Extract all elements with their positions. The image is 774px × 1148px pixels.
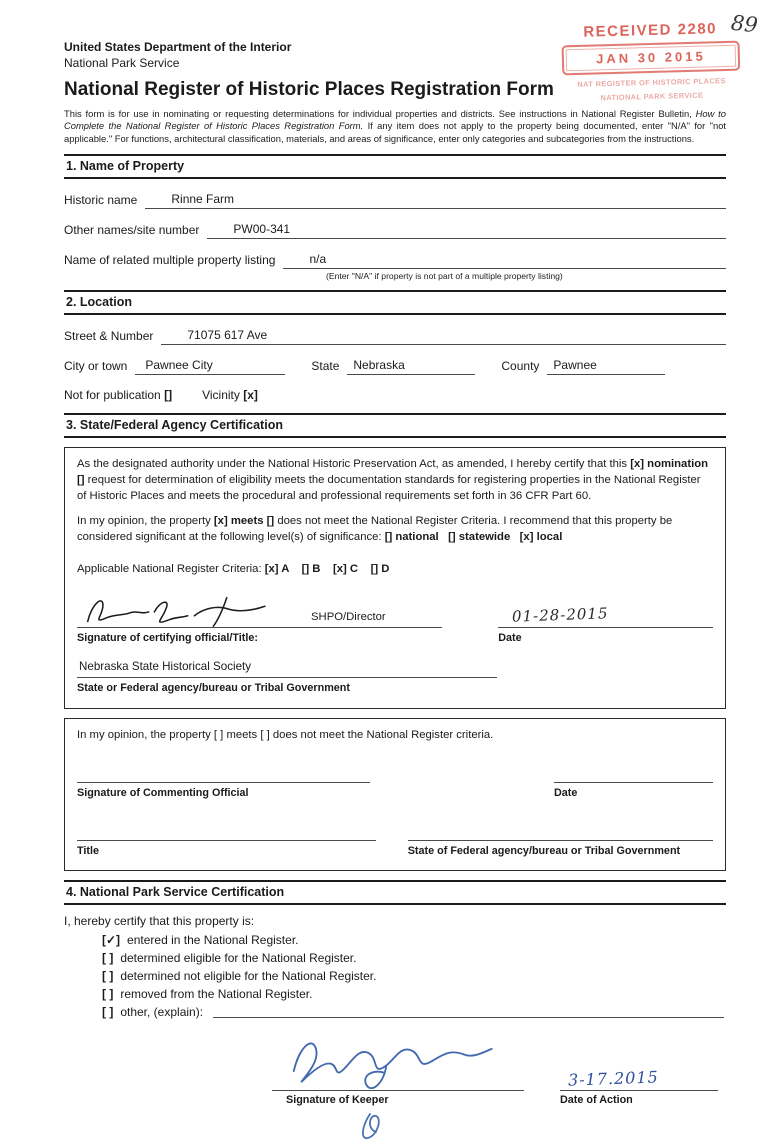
- street-row: [64, 328, 726, 345]
- city-state-county-row: [64, 358, 726, 375]
- commenting-signature-line: [77, 769, 370, 783]
- nps-intro: I, hereby certify that this property is:: [64, 914, 255, 929]
- other-label: other, (explain):: [120, 1005, 204, 1020]
- not-for-publication-checkbox: []: [164, 388, 173, 403]
- state-field: Nebraska: [347, 358, 475, 375]
- state-label: State: [311, 359, 340, 374]
- state-certification-box: [64, 447, 726, 708]
- city-label: City or town: [64, 359, 128, 374]
- determined-eligible-checkbox: [ ]: [102, 951, 114, 966]
- entered-checkbox: [✓]: [102, 933, 121, 948]
- handwritten-date: 01-28-2015: [511, 604, 609, 626]
- nps-option-removed: [102, 985, 726, 1003]
- commenting-official-box: [64, 718, 726, 872]
- stamp-nps-line: NATIONAL PARK SERVICE: [600, 90, 704, 103]
- keeper-signature-label: Signature of Keeper: [286, 1094, 389, 1107]
- county-label: County: [501, 359, 540, 374]
- instructions-part-b: How to Complete the National Register of Historic Places Registration Form.: [64, 108, 726, 132]
- form-title: National Register of Historic Places Registration Form: [64, 79, 554, 100]
- removed-label: removed from the National Register.: [120, 987, 313, 1002]
- commenting-signature-row: [77, 769, 713, 801]
- p1-text-a: As the designated authority under the National Historic Preservation Act, as amended, I hereby certify that this: [77, 458, 628, 471]
- section2-title: 2. Location: [64, 290, 726, 315]
- other-names-row: [64, 222, 726, 239]
- nps-options-list: [102, 931, 726, 1021]
- shpo-director-label: SHPO/Director: [311, 611, 386, 624]
- street-field: 71075 617 Ave: [161, 328, 726, 345]
- keeper-signature: [272, 1023, 507, 1097]
- section3-title: 3. State/Federal Agency Certification: [64, 413, 726, 438]
- multiple-listing-label: Name of related multiple property listing: [64, 253, 276, 268]
- multiple-listing-row: [64, 252, 726, 269]
- criteria-checkboxes: [x] A [] B [x] C [] D: [264, 563, 390, 576]
- city-field: Pawnee City: [135, 358, 285, 375]
- vicinity-label: Vicinity: [202, 388, 240, 403]
- p2-text-a: In my opinion, the property: [77, 515, 211, 528]
- request-checkbox: []: [77, 474, 85, 487]
- certifying-signature-block: [77, 591, 442, 646]
- determined-eligible-label: determined eligible for the National Register.: [120, 951, 357, 966]
- meets-checkbox: [x]: [213, 515, 228, 528]
- determined-not-eligible-label: determined not eligible for the National Register.: [120, 969, 377, 984]
- section4-title: 4. National Park Service Certification: [64, 880, 726, 905]
- nps-option-entered: [102, 931, 726, 949]
- certifying-official-label: Signature of certifying official/Title:: [77, 632, 258, 645]
- certifying-date-line: [498, 605, 713, 628]
- stamp-date-box: JAN 30 2015: [562, 41, 741, 76]
- commenting-agency-label: State of Federal agency/bureau or Tribal Government: [407, 844, 681, 857]
- other-checkbox: [ ]: [102, 1005, 114, 1020]
- commenting-title-label: Title: [77, 844, 99, 857]
- keeper-signature-flourish: [352, 1108, 412, 1148]
- criteria-row: [77, 561, 713, 577]
- received-stamp: [551, 19, 751, 103]
- commenting-date-line: [554, 769, 713, 783]
- nomination-word: nomination: [647, 458, 709, 471]
- historic-name-row: [64, 192, 726, 209]
- commenting-date-block: [554, 769, 713, 801]
- commenting-title-row: [77, 827, 713, 859]
- stamp-received-text: RECEIVED 2280: [583, 20, 718, 41]
- instructions-part-c: If any item does not apply to the property being documented, enter "N/A" for "not applicable." For functions, architectural classification, materials, and areas of significance, enter only categories and subcategories from the instructions.: [64, 120, 727, 144]
- other-names-field: PW00-341: [207, 222, 726, 239]
- entered-label: entered in the National Register.: [127, 933, 299, 948]
- not-for-publication: [64, 388, 172, 402]
- stamp-register-line: NAT REGISTER OF HISTORIC PLACES: [577, 76, 726, 89]
- action-date-line: [560, 1069, 718, 1091]
- commenting-text: In my opinion, the property [ ] meets [ ] does not meet the National Register criteria.: [77, 728, 494, 741]
- significance-levels: [] national [] statewide [x] local: [384, 531, 563, 544]
- date-label: Date: [498, 632, 522, 645]
- removed-checkbox: [ ]: [102, 987, 114, 1002]
- certifying-signature-row: [77, 591, 713, 646]
- other-explain-line: [213, 1017, 724, 1018]
- historic-name-label: Historic name: [64, 193, 138, 208]
- vicinity: [202, 388, 258, 402]
- certification-paragraph-1: [77, 456, 713, 504]
- multiple-listing-hint: (Enter "N/A" if property is not part of a multiple property listing): [326, 271, 563, 282]
- publication-vicinity-row: [64, 388, 726, 402]
- department-name: United States Department of the Interior: [64, 40, 292, 54]
- certifying-official-signature: [77, 591, 287, 631]
- historic-name-field: Rinne Farm: [145, 192, 726, 209]
- section1-title: 1. Name of Property: [64, 154, 726, 179]
- certifying-organization-label: State or Federal agency/bureau or Tribal Government: [77, 682, 351, 695]
- nps-option-determined-eligible: [102, 949, 726, 967]
- action-date-label: Date of Action: [560, 1094, 633, 1107]
- action-date-block: [560, 1069, 718, 1106]
- agency-name: National Park Service: [64, 56, 180, 70]
- certification-paragraph-2: [77, 513, 713, 545]
- nomination-checkbox: [x]: [630, 458, 645, 471]
- commenting-title-line: [77, 827, 376, 841]
- certifying-signature-line: [77, 591, 442, 628]
- handwritten-page-number: 89: [730, 10, 760, 38]
- form-instructions: [64, 108, 726, 145]
- certifying-date-block: [498, 605, 713, 647]
- p2-text-rest: does not meet the National Register Criteria. I recommend that this property be considered significant at the following level(s) of significance:: [77, 515, 673, 544]
- determined-not-eligible-checkbox: [ ]: [102, 969, 114, 984]
- certifying-organization: Nebraska State Historical Society: [77, 649, 497, 678]
- commenting-agency-block: [408, 827, 713, 859]
- nps-option-other: [102, 1003, 726, 1021]
- commenting-date-label: Date: [554, 786, 578, 799]
- meets-word: meets: [230, 515, 264, 528]
- commenting-signature-label: Signature of Commenting Official: [77, 786, 249, 799]
- vicinity-checkbox: [x]: [243, 388, 258, 403]
- street-label: Street & Number: [64, 329, 154, 344]
- commenting-title-block: [77, 827, 376, 859]
- not-for-publication-label: Not for publication: [64, 388, 161, 403]
- instructions-part-a: This form is for use in nominating or requesting determinations for individual properties and districts. See instructions in National Register Bulletin,: [64, 108, 696, 119]
- other-names-label: Other names/site number: [64, 223, 200, 238]
- keeper-signature-area: [64, 1023, 726, 1106]
- criteria-label: Applicable National Register Criteria:: [77, 563, 262, 576]
- nps-option-determined-not-eligible: [102, 967, 726, 985]
- commenting-agency-line: [408, 827, 713, 841]
- multiple-listing-field: n/a: [283, 252, 726, 269]
- county-field: Pawnee: [547, 358, 665, 375]
- handwritten-action-date: 3-17.2015: [567, 1067, 660, 1090]
- does-not-meet-checkbox: []: [266, 515, 275, 528]
- keeper-signature-block: [272, 1023, 524, 1106]
- p1-text-rest: request for determination of eligibility meets the documentation standards for registering properties in the National Register of Historic Places and meets the procedural and professional requirements set forth in 36 CFR Part 60.: [77, 474, 701, 503]
- commenting-signature-block: [77, 769, 370, 801]
